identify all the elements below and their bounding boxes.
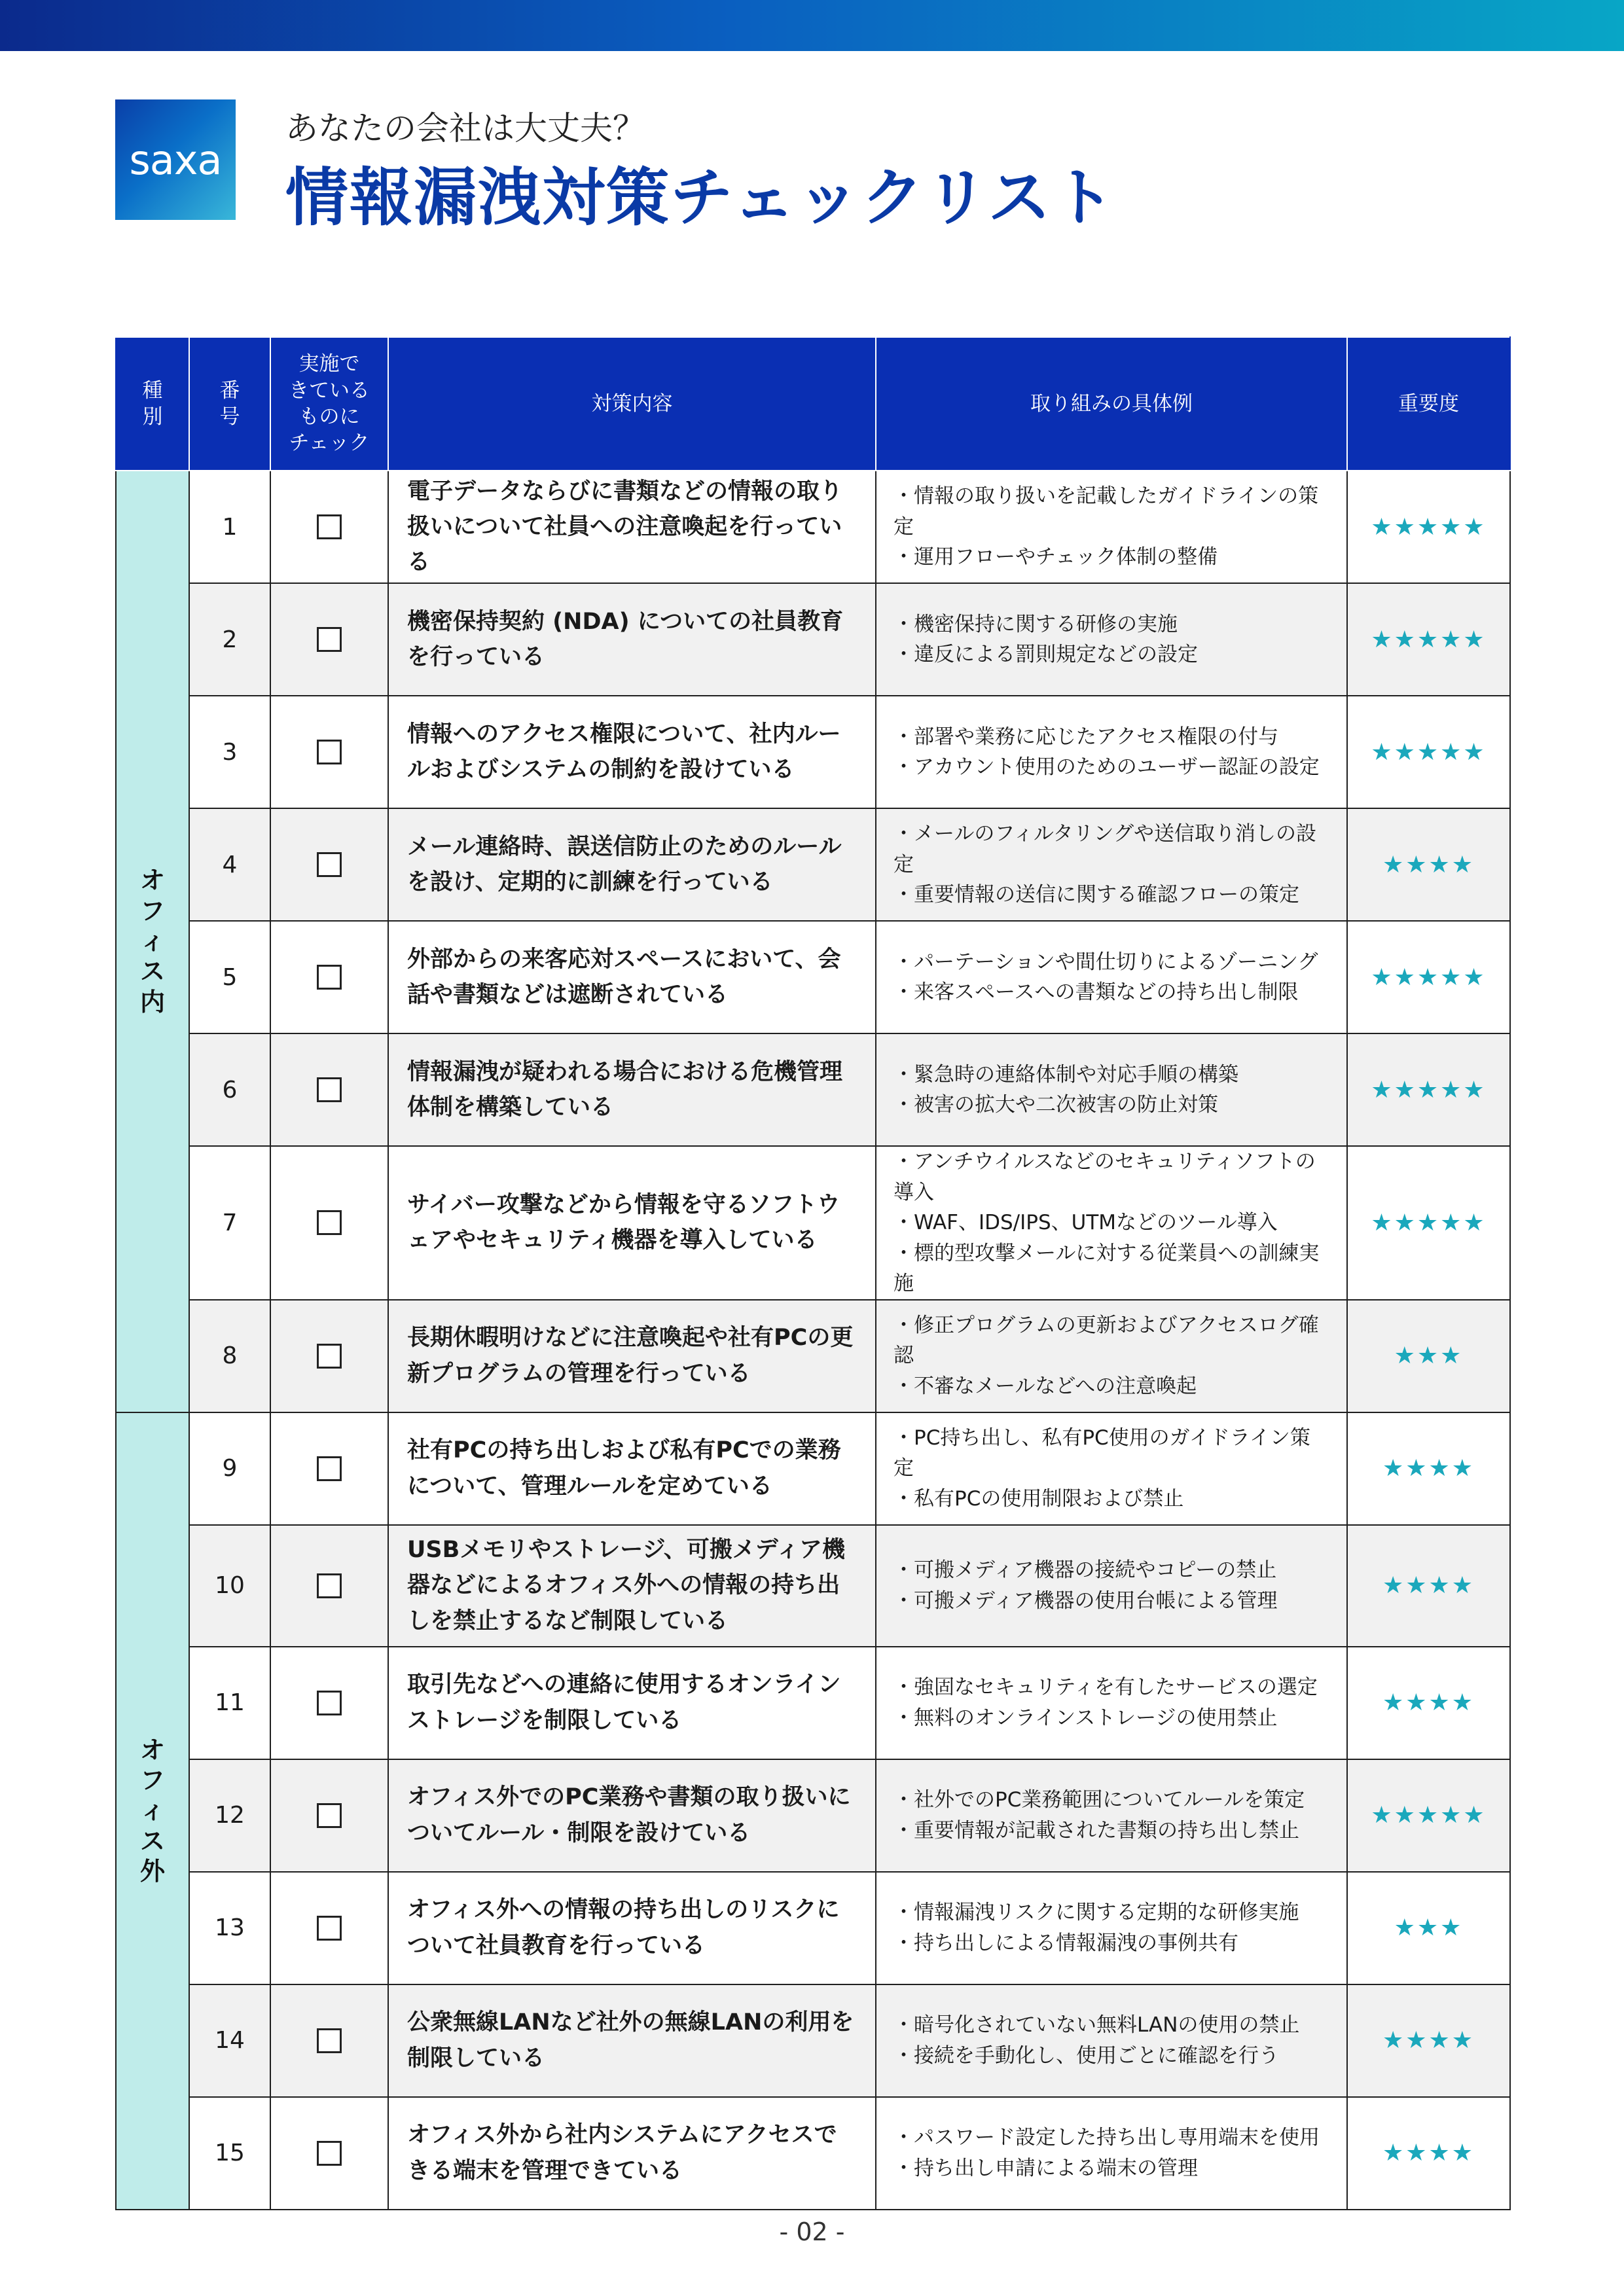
importance-stars: ★★★★★ — [1371, 963, 1487, 991]
measure-cell — [388, 2097, 876, 2210]
importance-stars: ★★★★ — [1382, 1689, 1475, 1716]
importance-stars: ★★★★★ — [1371, 1802, 1487, 1829]
row-number — [189, 696, 270, 808]
example-item: ・運用フローやチェック体制の整備 — [893, 545, 1218, 569]
examples-cell — [876, 2097, 1347, 2210]
check-cell — [270, 583, 388, 696]
row-number-text: 2 — [222, 626, 238, 653]
importance-stars: ★★★★ — [1382, 1455, 1475, 1482]
checkbox[interactable] — [317, 1077, 342, 1102]
measure-cell — [388, 1647, 876, 1759]
measure-text: オフィス外から社内システムにアクセスできる端末を管理できている — [407, 2122, 837, 2184]
table-row — [116, 1759, 1510, 1872]
table-row — [116, 1300, 1510, 1412]
table-row — [116, 696, 1510, 808]
example-item: ・不審なメールなどへの注意喚起 — [893, 1374, 1197, 1398]
example-item: ・接続を手動化し、使用ごとに確認を行う — [893, 2043, 1279, 2068]
importance-cell — [1347, 1759, 1510, 1872]
examples-cell — [876, 696, 1347, 808]
checkbox[interactable] — [317, 1691, 342, 1715]
category-label: オ フ ィ ス 内 — [139, 866, 165, 1016]
measure-text: 外部からの来客応対スペースにおいて、会話や書類などは遮断されている — [407, 946, 841, 1008]
check-cell — [270, 1300, 388, 1412]
importance-stars: ★★★★★ — [1371, 626, 1487, 653]
example-item: ・強固なセキュリティを有したサービスの選定 — [893, 1676, 1318, 1699]
saxa-logo — [115, 99, 236, 220]
header-importance-label: 重要度 — [1398, 391, 1459, 416]
measure-cell — [388, 1984, 876, 2097]
checkbox[interactable] — [317, 740, 342, 764]
example-item: ・持ち出しによる情報漏洩の事例共有 — [893, 1931, 1238, 1955]
measure-text: オフィス外への情報の持ち出しのリスクについて社員教育を行っている — [407, 1897, 840, 1959]
table-header-row — [116, 337, 1510, 471]
checkbox[interactable] — [317, 2028, 342, 2053]
table-row — [116, 471, 1510, 583]
examples-cell — [876, 1412, 1347, 1525]
example-item: ・パーテーションや間仕切りによるゾーニング — [893, 950, 1318, 974]
check-cell — [270, 921, 388, 1033]
check-cell — [270, 1872, 388, 1984]
header-check — [270, 337, 388, 471]
checklist-table — [115, 336, 1511, 2210]
examples-cell — [876, 1759, 1347, 1872]
table-row — [116, 2097, 1510, 2210]
example-item: ・来客スペースへの書類などの持ち出し制限 — [893, 980, 1299, 1004]
example-item: ・無料のオンラインストレージの使用禁止 — [893, 1706, 1278, 1730]
examples-cell — [876, 1647, 1347, 1759]
checkbox[interactable] — [317, 1916, 342, 1941]
example-item: ・PC持ち出し、私有PC使用のガイドライン策定 — [893, 1426, 1310, 1480]
importance-cell — [1347, 471, 1510, 583]
measure-cell — [388, 696, 876, 808]
example-item: ・暗号化されていない無料LANの使用の禁止 — [893, 2013, 1300, 2037]
check-cell — [270, 1525, 388, 1647]
check-cell — [270, 471, 388, 583]
row-number — [189, 1647, 270, 1759]
row-number-text: 4 — [222, 851, 238, 878]
checkbox[interactable] — [317, 1210, 342, 1235]
row-number — [189, 1412, 270, 1525]
importance-stars: ★★★ — [1394, 1342, 1464, 1369]
row-number-text: 9 — [222, 1455, 238, 1482]
page-subtitle: あなたの会社は大丈夫？ — [285, 109, 645, 147]
example-item: ・私有PCの使用制限および禁止 — [893, 1486, 1184, 1511]
measure-cell — [388, 1033, 876, 1146]
example-item: ・可搬メディア機器の接続やコピーの禁止 — [893, 1558, 1277, 1582]
table-row — [116, 1412, 1510, 1525]
example-item: ・修正プログラムの更新およびアクセスログ確認 — [893, 1313, 1319, 1368]
example-item: ・アカウント使用のためのユーザー認証の設定 — [893, 755, 1320, 779]
check-cell — [270, 1412, 388, 1525]
importance-cell — [1347, 921, 1510, 1033]
measure-text: メール連絡時、誤送信防止のためのルールを設け、定期的に訓練を行っている — [407, 833, 842, 895]
table-row — [116, 1647, 1510, 1759]
checkbox[interactable] — [317, 852, 342, 877]
importance-stars: ★★★★★ — [1371, 1076, 1487, 1103]
row-number — [189, 1300, 270, 1412]
examples-cell — [876, 921, 1347, 1033]
checkbox[interactable] — [317, 1803, 342, 1828]
importance-cell — [1347, 1300, 1510, 1412]
example-item: ・重要情報が記載された書類の持ち出し禁止 — [893, 1818, 1299, 1842]
checkbox[interactable] — [317, 627, 342, 652]
checkbox[interactable] — [317, 514, 342, 539]
row-number-text: 6 — [222, 1076, 238, 1103]
checkbox[interactable] — [317, 1573, 342, 1598]
measure-text: 電子データならびに書類などの情報の取り扱いについて社員への注意喚起を行っている — [407, 478, 843, 576]
examples-cell — [876, 1033, 1347, 1146]
measure-cell — [388, 1146, 876, 1300]
table-row — [116, 1146, 1510, 1300]
row-number — [189, 583, 270, 696]
example-item: ・部署や業務に応じたアクセス権限の付与 — [893, 725, 1279, 749]
checkbox[interactable] — [317, 965, 342, 990]
examples-cell — [876, 1525, 1347, 1647]
category-cell — [116, 471, 189, 1412]
table-row — [116, 1525, 1510, 1647]
check-cell — [270, 1146, 388, 1300]
row-number — [189, 1033, 270, 1146]
row-number-text: 15 — [215, 2140, 245, 2166]
importance-cell — [1347, 1647, 1510, 1759]
measure-text: 長期休暇明けなどに注意喚起や社有PCの更新プログラムの管理を行っている — [407, 1325, 854, 1387]
examples-cell — [876, 583, 1347, 696]
row-number-text: 11 — [215, 1689, 245, 1716]
row-number-text: 3 — [222, 738, 238, 766]
row-number-text: 1 — [222, 513, 238, 541]
row-number — [189, 1759, 270, 1872]
importance-stars: ★★★★ — [1382, 851, 1475, 878]
importance-stars: ★★★★★ — [1371, 1209, 1487, 1236]
examples-cell — [876, 471, 1347, 583]
importance-cell — [1347, 808, 1510, 921]
checklist-body — [116, 471, 1510, 2210]
measure-cell — [388, 583, 876, 696]
examples-cell — [876, 808, 1347, 921]
importance-stars: ★★★ — [1394, 1914, 1464, 1941]
checkbox[interactable] — [317, 1344, 342, 1369]
example-item: ・被害の拡大や二次被害の防止対策 — [893, 1093, 1218, 1117]
table-row — [116, 583, 1510, 696]
importance-stars: ★★★★★ — [1371, 513, 1487, 541]
category-label: オ フ ィ ス 外 — [139, 1735, 165, 1886]
measure-cell — [388, 1300, 876, 1412]
importance-cell — [1347, 1984, 1510, 2097]
table-row — [116, 1984, 1510, 2097]
measure-cell — [388, 1759, 876, 1872]
row-number-text: 12 — [215, 1802, 245, 1829]
table-row — [116, 808, 1510, 921]
example-item: ・違反による罰則規定などの設定 — [893, 643, 1198, 666]
row-number-text: 13 — [215, 1914, 245, 1941]
example-item: ・パスワード設定した持ち出し専用端末を使用 — [893, 2126, 1320, 2149]
header-importance — [1347, 337, 1510, 471]
top-gradient-bar — [0, 0, 1624, 51]
header-number — [189, 337, 270, 471]
header-examples — [876, 337, 1347, 471]
example-item: ・情報の取り扱いを記載したガイドラインの策定 — [893, 484, 1319, 539]
table-row — [116, 1872, 1510, 1984]
importance-stars: ★★★★★ — [1371, 738, 1487, 766]
measure-cell — [388, 1525, 876, 1647]
importance-stars: ★★★★ — [1382, 1572, 1475, 1599]
example-item: ・緊急時の連絡体制や対応手順の構築 — [893, 1062, 1238, 1086]
example-item: ・可搬メディア機器の使用台帳による管理 — [893, 1588, 1278, 1613]
row-number — [189, 471, 270, 583]
category-cell — [116, 1412, 189, 2210]
importance-cell — [1347, 1872, 1510, 1984]
importance-cell — [1347, 583, 1510, 696]
example-item: ・アンチウイルスなどのセキュリティソフトの導入 — [893, 1150, 1316, 1204]
importance-cell — [1347, 696, 1510, 808]
measure-cell — [388, 1872, 876, 1984]
header-category-label: 種 別 — [142, 378, 163, 429]
measure-text: オフィス外でのPC業務や書類の取り扱いについてルール・制限を設けている — [407, 1784, 851, 1846]
examples-cell — [876, 1872, 1347, 1984]
example-item: ・メールのフィルタリングや送信取り消しの設定 — [893, 822, 1317, 876]
row-number — [189, 1872, 270, 1984]
examples-cell — [876, 1300, 1347, 1412]
checkbox[interactable] — [317, 2141, 342, 2166]
row-number-text: 10 — [215, 1572, 245, 1599]
example-item: ・重要情報の送信に関する確認フローの策定 — [893, 883, 1299, 907]
row-number — [189, 1984, 270, 2097]
row-number-text: 7 — [222, 1209, 238, 1236]
table-row — [116, 1033, 1510, 1146]
row-number — [189, 808, 270, 921]
examples-cell — [876, 1146, 1347, 1300]
measure-cell — [388, 808, 876, 921]
check-cell — [270, 1033, 388, 1146]
measure-text: サイバー攻撃などから情報を守るソフトウェアやセキュリティ機器を導入している — [407, 1192, 840, 1254]
measure-text: 機密保持契約 (NDA) についての社員教育を行っている — [407, 608, 844, 670]
header-category — [116, 337, 189, 471]
row-number — [189, 921, 270, 1033]
checkbox[interactable] — [317, 1456, 342, 1481]
row-number — [189, 1525, 270, 1647]
importance-cell — [1347, 2097, 1510, 2210]
row-number-text: 5 — [222, 963, 238, 991]
importance-stars: ★★★★ — [1382, 2140, 1475, 2166]
check-cell — [270, 1759, 388, 1872]
measure-text: 取引先などへの連絡に使用するオンラインストレージを制限している — [407, 1672, 841, 1734]
importance-cell — [1347, 1525, 1510, 1647]
examples-cell — [876, 1984, 1347, 2097]
check-cell — [270, 1647, 388, 1759]
importance-cell — [1347, 1146, 1510, 1300]
measure-text: 公衆無線LANなど社外の無線LANの利用を制限している — [407, 2009, 854, 2072]
header-examples-label: 取り組みの具体例 — [1030, 391, 1193, 416]
example-item: ・機密保持に関する研修の実施 — [893, 612, 1178, 636]
example-item: ・持ち出し申請による端末の管理 — [893, 2156, 1198, 2180]
importance-cell — [1347, 1412, 1510, 1525]
measure-text: 情報漏洩が疑われる場合における危機管理体制を構築している — [407, 1058, 843, 1121]
header-measure-label: 対策内容 — [591, 391, 673, 416]
measure-text: 社有PCの持ち出しおよび私有PCでの業務について、管理ルールを定めている — [407, 1437, 841, 1499]
measure-text: 情報へのアクセス権限について、社内ルールおよびシステムの制約を設けている — [407, 721, 841, 783]
measure-cell — [388, 1412, 876, 1525]
measure-cell — [388, 471, 876, 583]
importance-cell — [1347, 1033, 1510, 1146]
page-number: - 02 - — [779, 2217, 845, 2246]
header-measure — [388, 337, 876, 471]
measure-text: USBメモリやストレージ、可搬メディア機器などによるオフィス外への情報の持ち出しを禁止するなど制限している — [407, 1537, 846, 1634]
check-cell — [270, 1984, 388, 2097]
example-item: ・社外でのPC業務範囲についてルールを策定 — [893, 1788, 1305, 1812]
example-item: ・情報漏洩リスクに関する定期的な研修実施 — [893, 1901, 1299, 1924]
row-number-text: 8 — [222, 1342, 238, 1369]
check-cell — [270, 696, 388, 808]
table-row — [116, 921, 1510, 1033]
example-item: ・WAF、IDS/IPS、UTMなどのツール導入 — [893, 1211, 1278, 1234]
example-item: ・標的型攻撃メールに対する従業員への訓練実施 — [893, 1241, 1320, 1295]
logo-text: saxa — [129, 135, 222, 184]
check-cell — [270, 808, 388, 921]
importance-stars: ★★★★ — [1382, 2027, 1475, 2054]
page-title: 情報漏洩対策チェックリスト — [285, 161, 1117, 234]
check-cell — [270, 2097, 388, 2210]
row-number — [189, 1146, 270, 1300]
row-number-text: 14 — [215, 2027, 245, 2054]
row-number — [189, 2097, 270, 2210]
header-number-label: 番 号 — [219, 378, 240, 429]
header-check-label: 実施で きている ものに チェック — [289, 352, 370, 456]
measure-cell — [388, 921, 876, 1033]
